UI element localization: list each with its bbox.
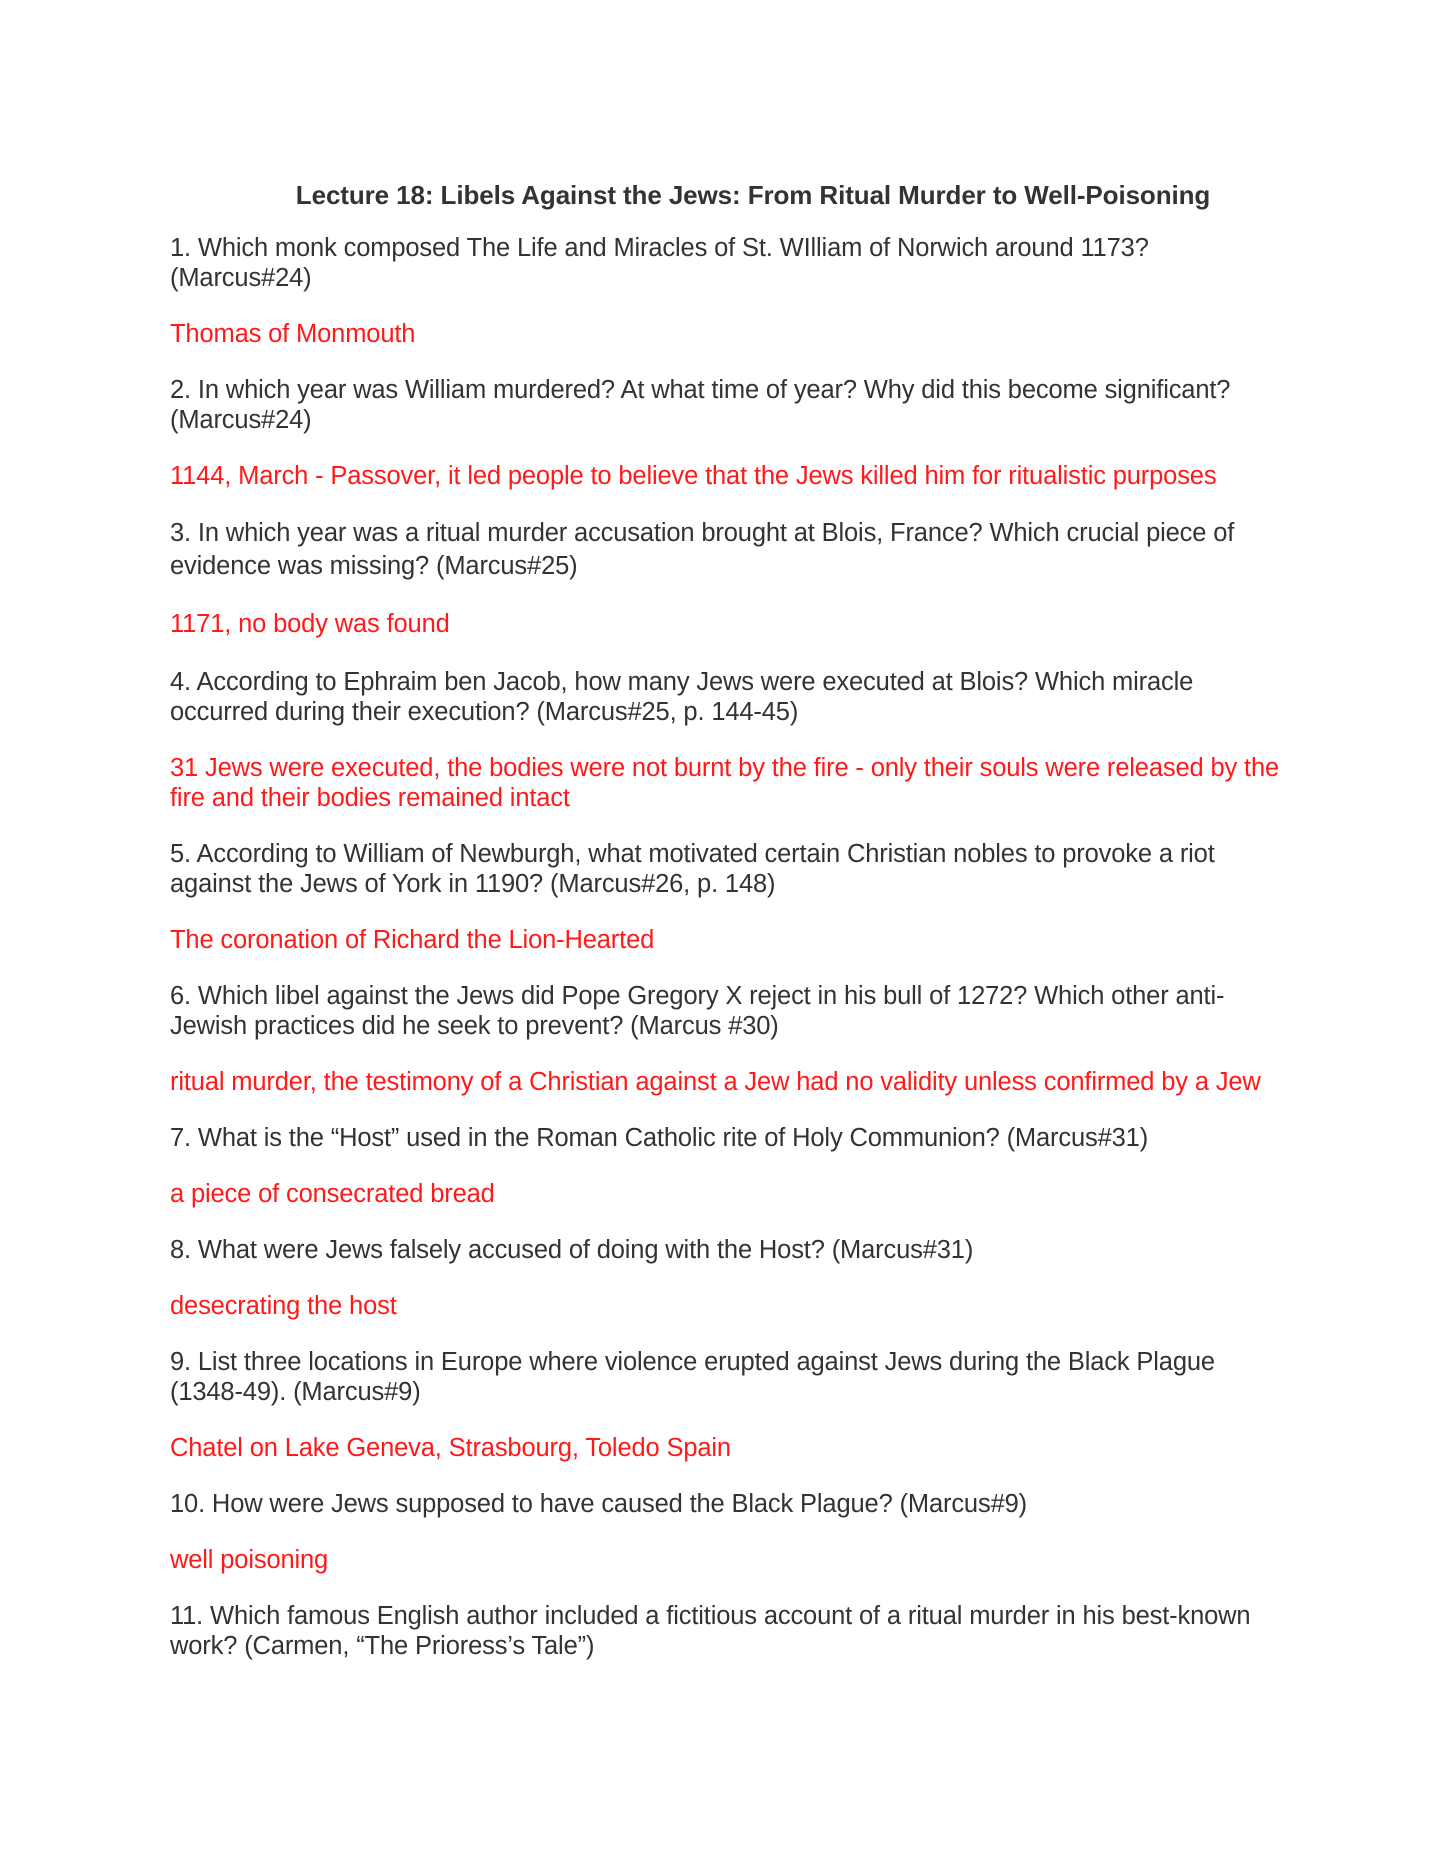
qa-item-3 — [170, 517, 1286, 639]
qa-item-2 — [170, 375, 1286, 491]
question-10: 10. How were Jews supposed to have caused the Black Plague? (Marcus#9) — [170, 1490, 1027, 1518]
answer-1: Thomas of Monmouth — [170, 320, 416, 348]
answer-8: desecrating the host — [170, 1292, 397, 1320]
qa-item-5 — [170, 839, 1286, 955]
answer-4: 31 Jews were executed, the bodies were not burnt by the fire - only their souls were released by the fire and their bodies remained intact — [170, 754, 1280, 812]
qa-item-8 — [170, 1235, 1286, 1321]
question-1: 1. Which monk composed The Life and Miracles of St. WIlliam of Norwich around 1173? (Marcus#24) — [170, 234, 1149, 292]
question-3: 3. In which year was a ritual murder accusation brought at Blois, France? Which crucial piece of evidence was missing? (Marcus#25) — [170, 519, 1235, 580]
question-4: 4. According to Ephraim ben Jacob, how many Jews were executed at Blois? Which miracle occurred during their execution? (Marcus#25, p. 144-45) — [170, 668, 1194, 726]
answer-6: ritual murder, the testimony of a Christian against a Jew had no validity unless confirmed by a Jew — [170, 1068, 1261, 1096]
answer-7: a piece of consecrated bread — [170, 1180, 495, 1208]
answer-3: 1171, no body was found — [170, 610, 450, 638]
question-5: 5. According to William of Newburgh, what motivated certain Christian nobles to provoke a riot against the Jews of York in 1190? (Marcus#26, p. 148) — [170, 840, 1215, 898]
question-2: 2. In which year was William murdered? At what time of year? Why did this become significant? (Marcus#24) — [170, 376, 1231, 434]
qa-item-10 — [170, 1489, 1286, 1575]
answer-9: Chatel on Lake Geneva, Strasbourg, Toledo Spain — [170, 1434, 731, 1462]
question-8: 8. What were Jews falsely accused of doing with the Host? (Marcus#31) — [170, 1236, 974, 1264]
question-9: 9. List three locations in Europe where violence erupted against Jews during the Black Plague (1348-49). (Marcus#9) — [170, 1348, 1215, 1406]
qa-item-9 — [170, 1347, 1286, 1463]
question-7: 7. What is the “Host” used in the Roman Catholic rite of Holy Communion? (Marcus#31) — [170, 1124, 1149, 1152]
question-6: 6. Which libel against the Jews did Pope Gregory X reject in his bull of 1272? Which other anti-Jewish practices did he seek to prevent? (Marcus #30) — [170, 982, 1225, 1040]
qa-item-1 — [170, 233, 1286, 349]
qa-item-4 — [170, 667, 1286, 813]
answer-10: well poisoning — [170, 1546, 329, 1574]
page-title: Lecture 18: Libels Against the Jews: From Ritual Murder to Well-Poisoning — [295, 180, 1211, 210]
qa-item-7 — [170, 1123, 1286, 1209]
question-11: 11. Which famous English author included a fictitious account of a ritual murder in his best-known work? (Carmen, “The Prioress’s Tale”) — [170, 1602, 1251, 1660]
answer-5: The coronation of Richard the Lion-Hearted — [170, 926, 655, 954]
answer-2: 1144, March - Passover, it led people to believe that the Jews killed him for ritualistic purposes — [170, 462, 1217, 490]
qa-item-11 — [170, 1601, 1286, 1661]
qa-item-6 — [170, 981, 1286, 1097]
